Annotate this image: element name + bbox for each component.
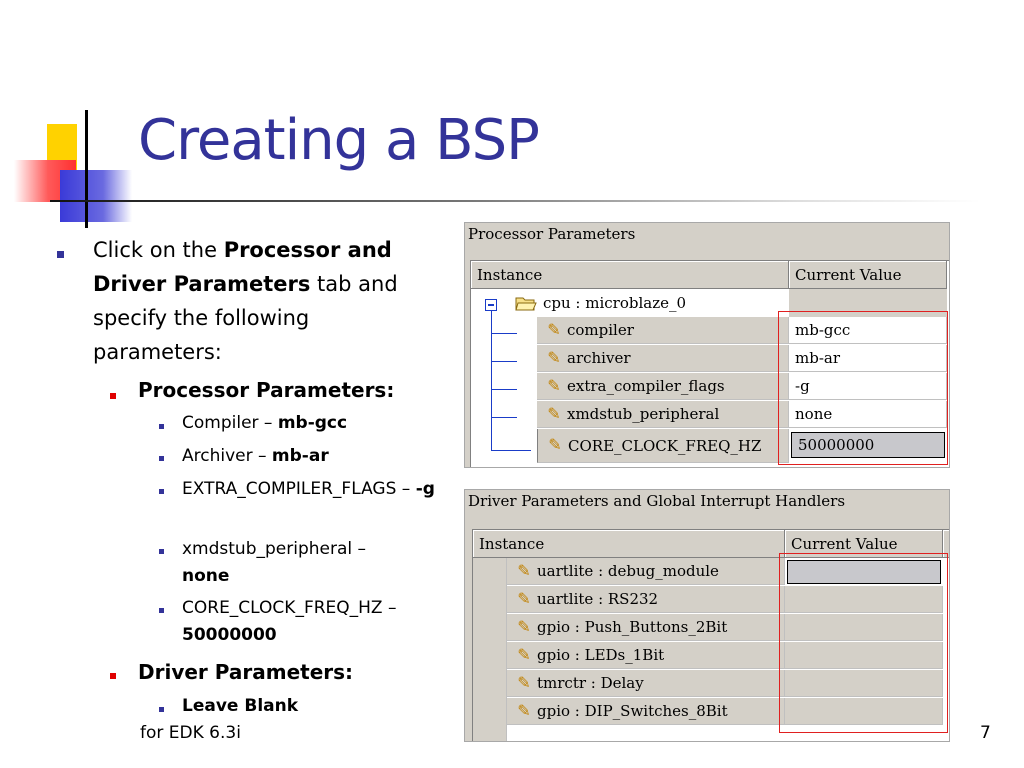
param-name-cell xyxy=(537,345,789,372)
bullet-marker xyxy=(110,673,116,679)
param-name-cell xyxy=(537,317,789,344)
param-name: extra_compiler_flags xyxy=(567,377,725,395)
bullet-intro-bold: Processor and Driver Parameters xyxy=(93,238,392,296)
processor-parameters-panel xyxy=(464,222,950,468)
bullet-leave-blank xyxy=(182,693,438,720)
title-decoration-blue xyxy=(60,170,132,222)
driver-name: tmrctr : Delay xyxy=(537,674,644,692)
bullet-marker xyxy=(159,549,164,554)
slide-page-number: 7 xyxy=(980,723,991,743)
tree-collapse-icon[interactable] xyxy=(485,299,497,311)
bullet-label: xmdstub_peripheral – xyxy=(182,539,367,559)
bullet-marker xyxy=(159,456,164,461)
driver-name: gpio : DIP_Switches_8Bit xyxy=(537,702,728,720)
bullet-label: Compiler – xyxy=(182,413,278,433)
driver-name-cell xyxy=(507,642,785,669)
bullet-marker xyxy=(57,251,64,258)
driver-name-cell xyxy=(507,614,785,641)
parameter-wand-icon: ✎ xyxy=(517,645,531,664)
parameter-wand-icon: ✎ xyxy=(547,320,561,339)
value-highlight-box xyxy=(778,311,948,465)
driver-parameters-panel xyxy=(464,489,950,742)
bullet-marker xyxy=(159,608,164,613)
bullet-label: EXTRA_COMPILER_FLAGS – xyxy=(182,479,416,499)
param-name: xmdstub_peripheral xyxy=(567,405,720,423)
bullet-compiler xyxy=(182,410,438,437)
parameter-wand-icon: ✎ xyxy=(547,376,561,395)
bullet-archiver xyxy=(182,443,438,470)
driver-name-cell xyxy=(507,558,785,585)
param-value-cell[interactable]: none xyxy=(789,401,947,428)
slide-footer: for EDK 6.3i xyxy=(140,723,241,743)
driver-name-cell xyxy=(507,670,785,697)
bullet-value: none xyxy=(182,566,230,586)
param-name-cell xyxy=(537,373,789,400)
bullet-value: Leave Blank xyxy=(182,696,299,716)
driver-name: uartlite : debug_module xyxy=(537,562,719,580)
bullet-marker xyxy=(110,393,116,399)
param-value-cell[interactable]: -g xyxy=(789,373,947,400)
parameter-wand-icon: ✎ xyxy=(517,673,531,692)
parameter-wand-icon: ✎ xyxy=(548,435,562,454)
param-value-cell-selected[interactable]: 50000000 xyxy=(791,432,945,458)
bullet-marker xyxy=(159,707,164,712)
driver-name: gpio : LEDs_1Bit xyxy=(537,646,665,664)
param-name-cell xyxy=(537,401,789,428)
bullet-xmdstub xyxy=(182,536,417,590)
bullet-value: -g xyxy=(415,479,435,499)
parameter-wand-icon: ✎ xyxy=(517,701,531,720)
parameter-wand-icon: ✎ xyxy=(547,404,561,423)
parameter-wand-icon: ✎ xyxy=(517,617,531,636)
driver-params-heading: Driver Parameters: xyxy=(138,660,354,684)
param-name: archiver xyxy=(567,349,631,367)
param-value-cell[interactable]: mb-gcc xyxy=(789,317,947,344)
parameter-wand-icon: ✎ xyxy=(547,348,561,367)
bullet-label: CORE_CLOCK_FREQ_HZ – xyxy=(182,598,397,618)
parameter-wand-icon: ✎ xyxy=(517,561,531,580)
driver-name-cell xyxy=(507,586,785,613)
bullet-marker xyxy=(159,489,164,494)
title-underline xyxy=(50,200,980,202)
param-value-cell[interactable]: mb-ar xyxy=(789,345,947,372)
folder-open-icon xyxy=(515,295,537,311)
driver-name: gpio : Push_Buttons_2Bit xyxy=(537,618,728,636)
driver-name: uartlite : RS232 xyxy=(537,590,659,608)
title-decoration-vertical-line xyxy=(85,110,88,228)
panel-title: Driver Parameters and Global Interrupt Handlers xyxy=(468,492,846,510)
slide-title: Creating a BSP xyxy=(138,108,539,173)
bullet-value: mb-ar xyxy=(271,446,329,466)
bullet-extra-compiler-flags xyxy=(182,476,438,503)
driver-name-cell xyxy=(507,698,785,725)
parameter-wand-icon: ✎ xyxy=(517,589,531,608)
bullet-intro xyxy=(93,233,438,369)
bullet-core-clock xyxy=(182,595,434,649)
bullet-marker xyxy=(159,424,164,429)
param-name-cell xyxy=(537,429,789,463)
param-name: compiler xyxy=(567,321,634,339)
panel-title: Processor Parameters xyxy=(468,225,636,243)
column-header-instance[interactable]: Instance xyxy=(473,530,785,558)
bullet-intro-prefix: Click on the xyxy=(93,238,224,262)
column-header-current-value[interactable]: Current Value xyxy=(789,261,947,289)
bullet-value: 50000000 xyxy=(182,625,277,645)
processor-params-heading: Processor Parameters: xyxy=(138,378,395,402)
bullet-label: Archiver – xyxy=(182,446,272,466)
column-header-instance[interactable]: Instance xyxy=(471,261,789,289)
param-name: CORE_CLOCK_FREQ_HZ xyxy=(568,437,762,455)
value-highlight-box xyxy=(779,553,948,733)
bullet-value: mb-gcc xyxy=(277,413,348,433)
tree-root-label[interactable]: cpu : microblaze_0 xyxy=(543,294,687,312)
bullet-intro-suffix: tab and specify the following parameters: xyxy=(93,272,398,364)
column-header-current-value[interactable]: Current Value xyxy=(785,530,943,558)
